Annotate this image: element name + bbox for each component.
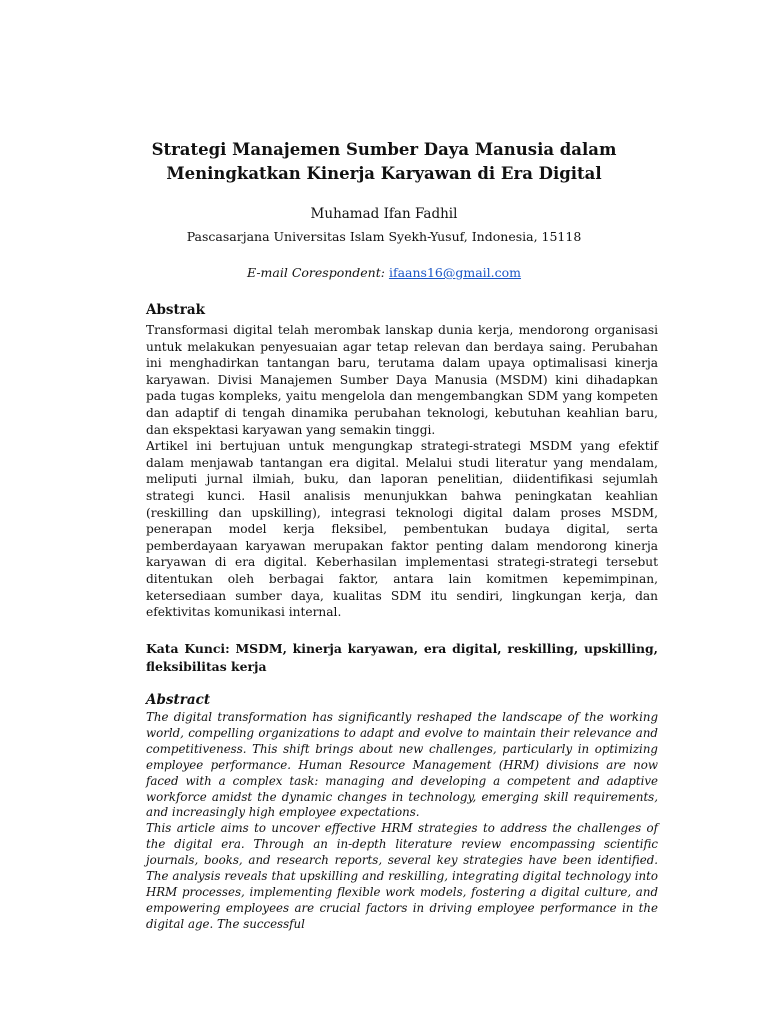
abstract-body [146, 710, 658, 933]
paper-title [120, 138, 648, 186]
email-line [120, 265, 648, 280]
title-line-1: Strategi Manajemen Sumber Daya Manusia dalam [151, 140, 617, 159]
abstrak-paragraph-2: Artikel ini bertujuan untuk mengungkap strategi-strategi MSDM yang efektif dalam menjawab tantangan era digital. Melalui studi literatur yang mendalam, meliputi jurnal ilmiah, buku, dan laporan penelitian, diidentifikasi sejumlah strategi kunci. Hasil analisis menunjukkan bahwa peningkatan keahlian (reskilling dan upskilling), integrasi teknologi digital dalam proses MSDM, penerapan model kerja fleksibel, pembentukan budaya digital, serta pemberdayaan karyawan merupakan faktor penting dalam mendorong kinerja karyawan di era digital. Keberhasilan implementasi strategi-strategi tersebut ditentukan oleh berbagai faktor, antara lain komitmen kepemimpinan, ketersediaan sumber daya, kualitas SDM itu sendiri, lingkungan kerja, dan efektivitas komunikasi internal. [146, 439, 658, 620]
author-name: Muhamad Ifan Fadhil [310, 206, 458, 222]
abstrak-paragraph-1: Transformasi digital telah merombak lanskap dunia kerja, mendorong organisasi untuk melakukan penyesuaian agar tetap relevan dan berdaya saing. Perubahan ini menghadirkan tantangan baru, terutama dalam upaya optimalisasi kinerja karyawan. Divisi Manajemen Sumber Daya Manusia (MSDM) kini dihadapkan pada tugas kompleks, yaitu mengelola dan mengembangkan SDM yang kompeten dan adaptif di tengah dinamika perubahan teknologi, kebutuhan keahlian baru, dan ekspektasi karyawan yang semakin tinggi. [146, 323, 658, 437]
abstract-heading: Abstract [146, 692, 211, 708]
abstrak-heading: Abstrak [146, 302, 205, 318]
keywords: Kata Kunci: MSDM, kinerja karyawan, era digital, reskilling, upskilling, fleksibilitas kerja [146, 641, 658, 674]
title-line-2: Meningkatkan Kinerja Karyawan di Era Digital [166, 164, 602, 183]
email-link[interactable]: ifaans16@gmail.com [388, 265, 522, 280]
abstrak-body [146, 322, 658, 621]
abstract-paragraph-1: The digital transformation has significantly reshaped the landscape of the working world, compelling organizations to adapt and evolve to maintain their relevance and competitiveness. This shift brings about new challenges, particularly in optimizing employee performance. Human Resource Management (HRM) divisions are now faced with a complex task: managing and developing a competent and adaptive workforce amidst the dynamic changes in technology, emerging skill requirements, and increasingly high employee expectations. [146, 710, 658, 820]
email-label: E-mail Corespondent: [246, 265, 385, 280]
author-affiliation: Pascasarjana Universitas Islam Syekh-Yusuf, Indonesia, 15118 [186, 229, 582, 244]
abstract-paragraph-2: This article aims to uncover effective HRM strategies to address the challenges of the digital era. Through an in-depth literature review encompassing scientific journals, books, and research reports, several key strategies have been identified. The analysis reveals that upskilling and reskilling, integrating digital technology into HRM processes, implementing flexible work models, fostering a digital culture, and empowering employees are crucial factors in driving employee performance in the digital age. The successful [146, 821, 658, 931]
